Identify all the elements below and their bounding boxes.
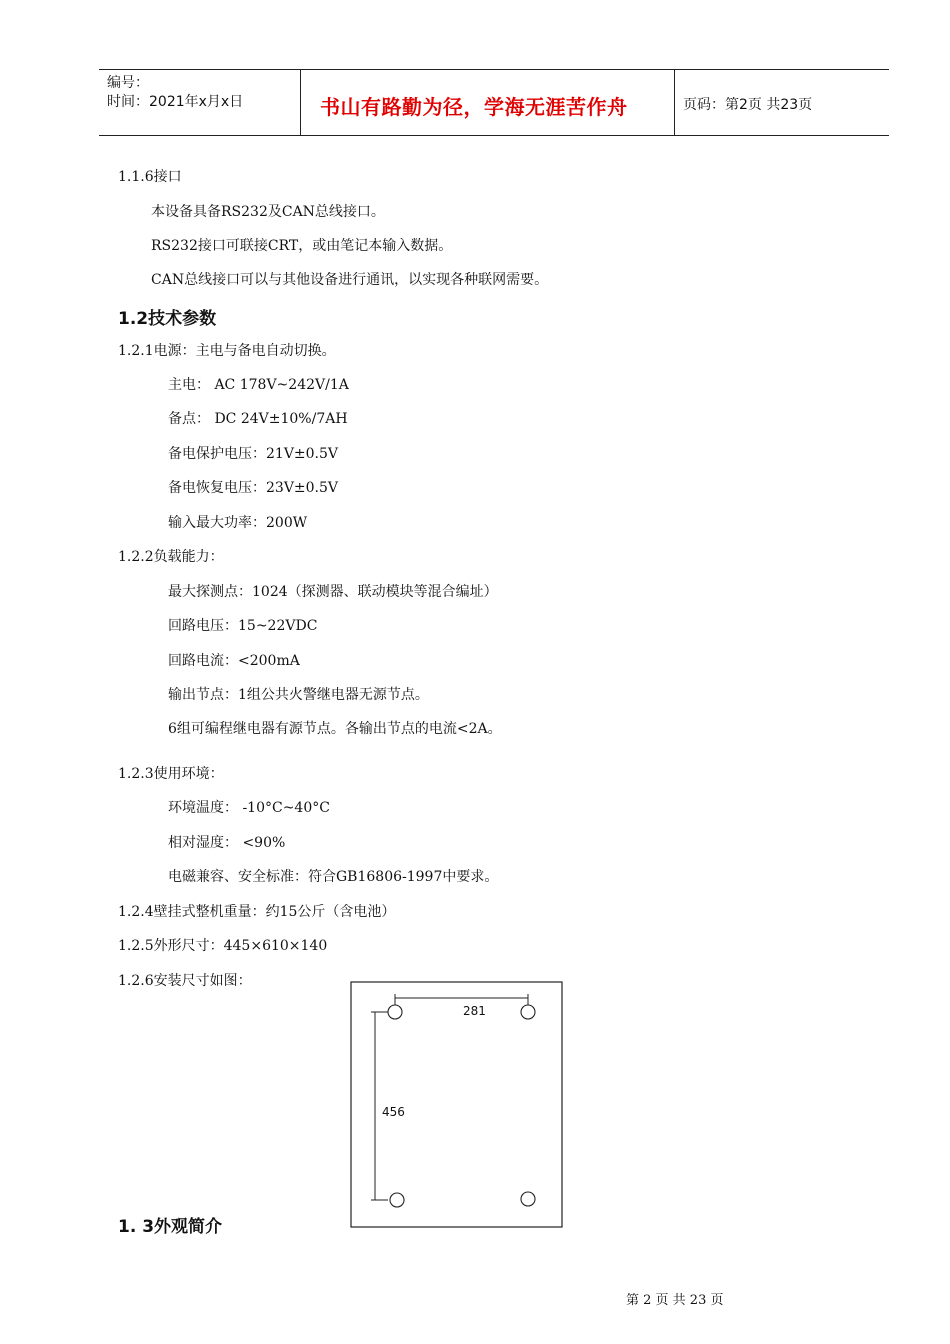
max-detection-points: 最大探测点：1024（探测器、联动模块等混合编址）: [168, 584, 498, 600]
section-1-1-6-title: 1.1.6接口: [118, 169, 182, 185]
emc-safety-standard: 电磁兼容、安全标准：符合GB16806-1997中要求。: [168, 869, 499, 885]
section-1-1-6-para-3: CAN总线接口可以与其他设备进行通讯，以实现各种联网需要。: [151, 272, 549, 288]
section-1-2-6: 1.2.6安装尺寸如图：: [118, 973, 252, 989]
header-bottom-rule: [99, 135, 889, 136]
main-power-spec: 主电： AC 178V~242V/1A: [168, 377, 349, 393]
header-time-label: 时间：2021年x月x日: [107, 94, 244, 110]
mounting-hole-bottom-right: [521, 1192, 535, 1206]
section-1-1-6-para-1: 本设备具备RS232及CAN总线接口。: [151, 204, 385, 220]
max-input-power: 输入最大功率：200W: [168, 515, 308, 531]
mounting-hole-top-left: [388, 1005, 402, 1019]
header-top-rule: [99, 69, 889, 70]
mounting-hole-top-right: [521, 1005, 535, 1019]
loop-current: 回路电流：<200mA: [168, 653, 300, 669]
section-1-2-2-title: 1.2.2负载能力：: [118, 549, 224, 565]
backup-restore-voltage: 备电恢复电压：23V±0.5V: [168, 480, 339, 496]
output-node: 输出节点：1组公共火警继电器无源节点。: [168, 687, 429, 703]
section-1-2-5: 1.2.5外形尺寸：445×610×140: [118, 938, 328, 954]
section-1-2-4: 1.2.4壁挂式整机重量：约15公斤（含电池）: [118, 904, 396, 920]
header-number-label: 编号：: [107, 75, 149, 91]
footer-page-number: 第 2 页 共 23 页: [626, 1293, 724, 1308]
section-1-3-heading: 1. 3外观简介: [118, 1217, 223, 1237]
programmable-relays: 6组可编程继电器有源节点。各输出节点的电流<2A。: [168, 721, 502, 737]
relative-humidity: 相对湿度： <90%: [168, 835, 286, 851]
header-page-info: 页码：第2页 共23页: [683, 97, 813, 113]
mounting-hole-bottom-left: [390, 1193, 404, 1207]
ambient-temperature: 环境温度： -10°C~40°C: [168, 800, 330, 816]
mounting-dimension-diagram: [350, 981, 564, 1229]
section-1-1-6-para-2: RS232接口可联接CRT，或由笔记本输入数据。: [151, 238, 453, 254]
backup-protect-voltage: 备电保护电压：21V±0.5V: [168, 446, 339, 462]
header-divider-left: [300, 69, 301, 136]
header-motto: 书山有路勤为径，学海无涯苦作舟: [320, 95, 628, 119]
section-1-2-3-title: 1.2.3使用环境：: [118, 766, 224, 782]
width-dimension-label: 281: [463, 1004, 486, 1018]
height-dimension-label: 456: [382, 1105, 405, 1119]
header-divider-right: [674, 69, 675, 136]
backup-power-spec: 备点： DC 24V±10%/7AH: [168, 411, 348, 427]
section-1-2-1-title: 1.2.1电源：主电与备电自动切换。: [118, 343, 336, 359]
loop-voltage: 回路电压：15~22VDC: [168, 618, 318, 634]
section-1-2-heading: 1.2技术参数: [118, 309, 217, 329]
